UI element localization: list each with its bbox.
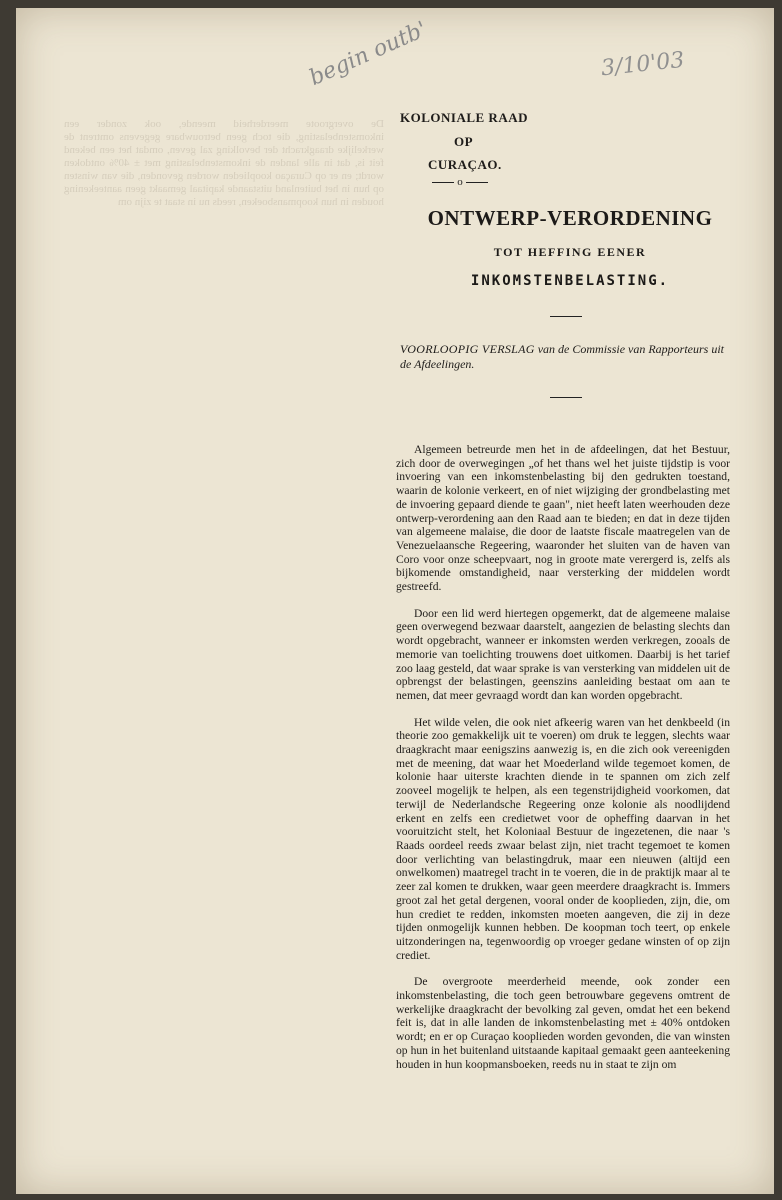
- divider-2: [550, 397, 582, 398]
- paragraph: Door een lid werd hiertegen opgemerkt, dat de algemeene malaise geen overwegend bezwaar daarstelt, aangezien de belasting slechts dan wordt opgebracht, wanneer er inkomsten werden verkregen, zooals de memorie van toelichting trouwens doet uitkomen. Daarbij is het tarief zoo laag gesteld, dat waar sprake is van versterking van middelen uit de opbrengst der belastingen, geenszins aanleiding bestaat om aan te nemen, dat meer gevraagd wordt dan kan worden opgebracht.: [396, 606, 730, 702]
- report-body: [396, 443, 730, 1084]
- paragraph: Algemeen betreurde men het in de afdeelingen, dat het Bestuur, zich door de overwegingen „of het thans wel het juiste tijdstip is voor invoering van een inkomstenbelasting bij den gedrukten toestand, waarin de kolonie verkeert, en of niet wijziging der grondbelasting met de invoering gepaard diende te gaan", niet heeft laten weerhouden deze ontwerp-verordening aan den Raad aan te bieden; en dat in deze tijden van algemeene malaise, die door de laatste fiscale maatregelen van de Venezuelaansche Regeering, waaronder het sluiten van de haven van Coro voor onze scheepvaart, nog in groote mate verergerd is, zelfs als bijkomende omstandigheid, naar versterking der middelen wordt gestreefd.: [396, 443, 730, 594]
- header-line-2: OP: [454, 134, 474, 149]
- header-line-1: KOLONIALE RAAD: [400, 110, 528, 125]
- paragraph: De overgroote meerderheid meende, ook zonder een inkomstenbelasting, die toch geen betrouwbare gegevens omtrent de werkelijke draagkracht der bevolking zal geven, omdat het een bekend feit is, dat in alle landen de inkomstenbelasting met ± 40% ontdoken wordt; en er op Curaçao kooplieden worden gevonden, die van winsten op hun in het buitenland uitstaande kapitaal gemaakt geen aanteekening houden in hun koopmansboeken, reeds nu in staat te zijn om: [396, 975, 730, 1071]
- show-through-text: De overgroote meerderheid meende, ook zonder een inkomstenbelasting, die toch geen betrouwbare gegevens omtrent de werkelijke draagkracht der bevolking zal geven, omdat het een bekend feit is, dat in alle landen de inkomstenbelasting met ± 40% ontdoken wordt; en er op Curaçao kooplieden worden gevonden, die van winsten op hun in het buitenland uitstaande kapitaal gemaakt geen aanteekening houden in hun koopmansboeken, reeds nu in staat te zijn om: [64, 118, 384, 208]
- document-subject: INKOMSTENBELASTING.: [470, 273, 670, 289]
- report-heading-lead: VOORLOOPIG VERSLAG: [400, 342, 535, 356]
- document-title: ONTWERP-VERORDENING: [427, 206, 713, 230]
- report-heading-rest: van de Commissie van Rapporteurs uit de Afdeelingen.: [400, 342, 725, 371]
- handwritten-date: 3/10'03: [599, 47, 686, 82]
- report-heading: [400, 342, 733, 372]
- header-separator: o: [427, 176, 493, 188]
- handwritten-note: begin outb': [305, 17, 431, 92]
- document-subtitle: TOT HEFFING EENER: [493, 245, 647, 259]
- paragraph: Het wilde velen, die ook niet afkeerig waren van het denkbeeld (in theorie zoo gemakkelijk uit te voeren) om druk te leggen, slechts waar draagkracht maar eenigszins aanwezig is, en die zich ook vereenigden met de meening, dat waar het Moederland wilde tegemoet komen, de kolonie haar uiterste krachten diende in te spannen om zich zelf zooveel mogelijk te helpen, als een tegenstrijdigheid voorkomen, dat terwijl de Nederlandsche Regeering onze kolonie als noodlijdend erkent en zelfs een credietwet voor de opheffing daarvan in het vooruitzicht stelt, het Koloniaal Bestuur de ingezetenen, die naar 's Raads oordeel reeds zwaar belast zijn, niet tracht tegemoet te komen door verlichting van belastingdruk, maar een nieuwen (altijd een onwelkomen) maatregel tracht in te voeren, die in de praktijk maar al te zeer zal komen te drukken, waar geen meerdere draagkracht is. Immers groot zal het getal dergenen, vooral onder de kooplieden, zijn, die, om hun crediet te redden, inkomsten moeten aangeven, die zij in deze tijden onmogelijk kunnen hebben. De koopman toch teert, op enkele uitzonderingen na, tegenwoordig op vroeger gedane winsten of op zijn crediet.: [396, 715, 730, 962]
- divider-1: [550, 316, 582, 317]
- header-line-3: CURAÇAO.: [428, 157, 502, 172]
